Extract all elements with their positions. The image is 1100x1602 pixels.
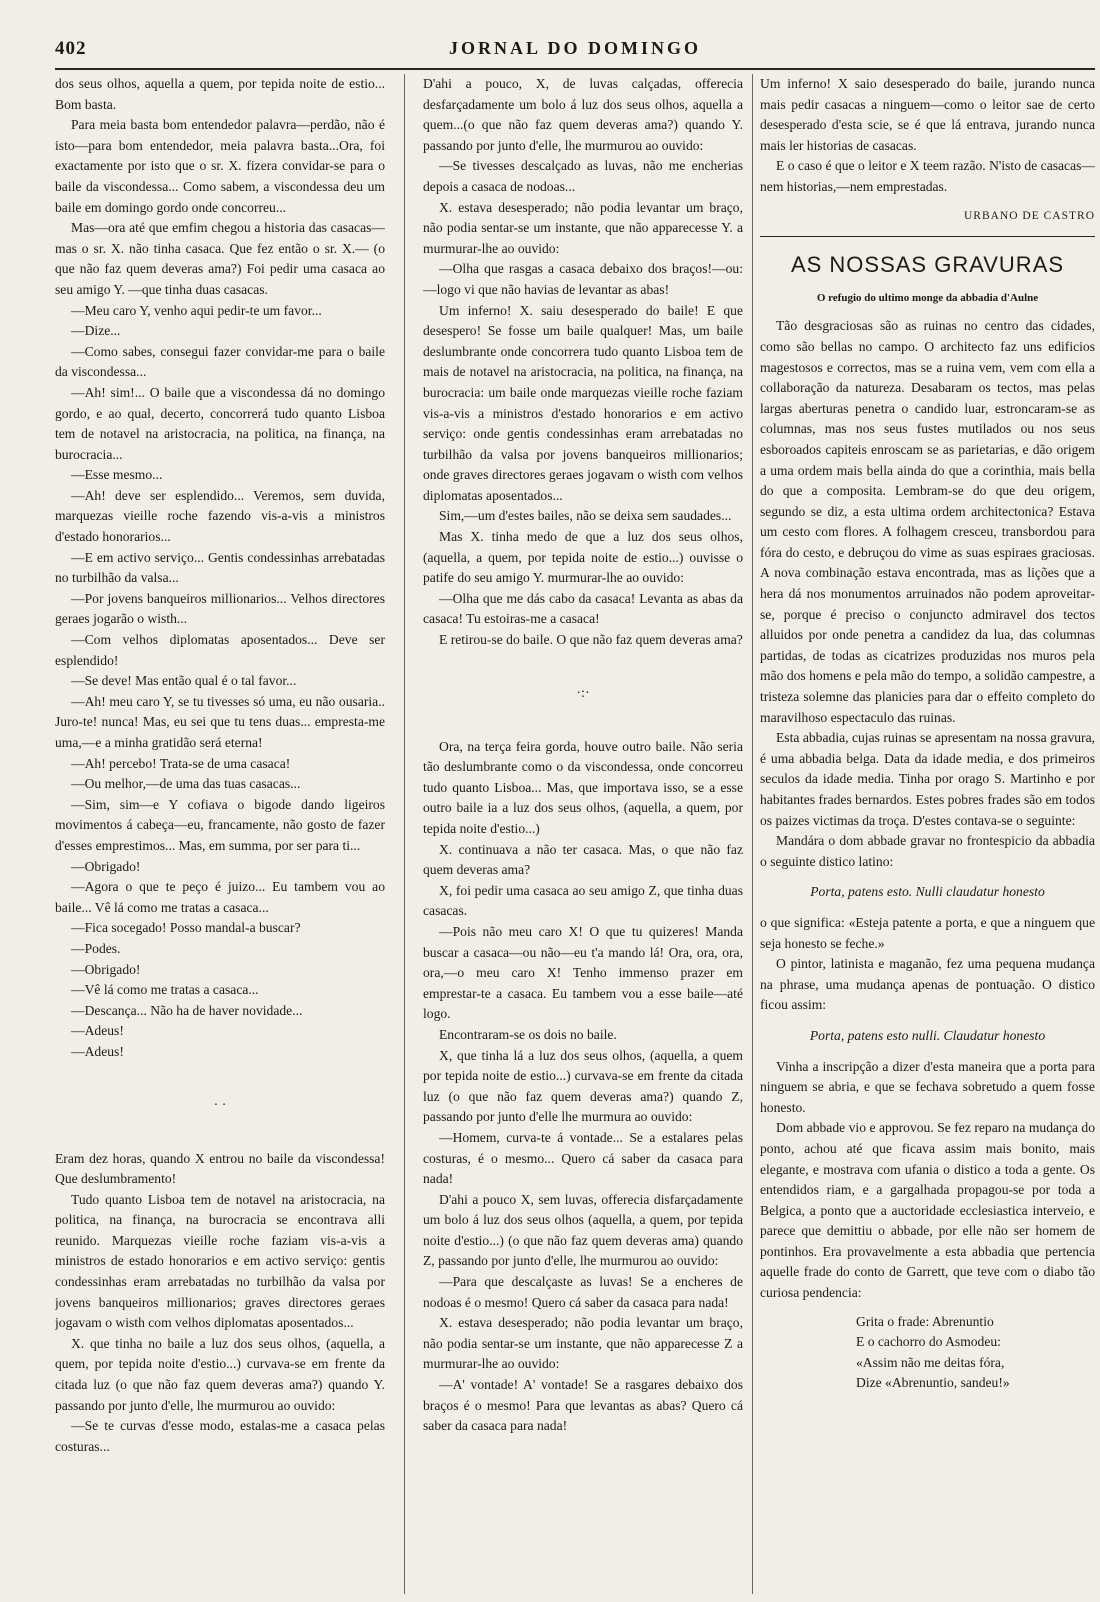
paragraph: —Ah! sim!... O baile que a viscondessa dá no domingo gordo, e ao qual, decerto, concorrerá tudo quanto Lisboa tem de notavel na aristocracia, na politica, na finança, na burocracia...: [55, 384, 385, 462]
column-3: [760, 74, 1095, 1594]
paragraph: —Como sabes, consegui fazer convidar-me para o baile da viscondessa...: [55, 343, 385, 380]
paragraph: —Para que descalçaste as luvas! Se a encheres de nodoas é o mesmo! Quero cá saber da casaca para nada!: [423, 1274, 743, 1310]
paragraph: D'ahi a pouco, X, de luvas calçadas, offerecia desfarçadamente um bolo á luz dos seus olhos, aquella a quem...(o que não faz quem deveras ama?) quando Y. passando por junto d'elle, lhe murmurou ao ouvido:: [423, 76, 743, 153]
paragraph: —Obrigado!: [71, 961, 141, 977]
verse-line: Dize «Abrenuntio, sandeu!»: [856, 1375, 1010, 1391]
section-rule: [760, 236, 1095, 237]
paragraph: —Por jovens banqueiros millionarios... Velhos directores geraes jogarão o wisth...: [55, 590, 385, 627]
page-number: 402: [55, 38, 87, 59]
paragraph: Mas X. tinha medo de que a luz dos seus olhos, (aquella, a quem, por tepida noite de estio...) ouvisse o patife do seu amigo Y. murmurar-lhe ao ouvido:: [423, 529, 743, 586]
paragraph: —Se te curvas d'esse modo, estalas-me a casaca pelas costuras...: [55, 1418, 385, 1454]
column-divider: [404, 74, 405, 1594]
paragraph: —Olha que rasgas a casaca debaixo dos braços!—ou:—logo vi que não havias de levantar as abas!: [423, 261, 743, 297]
section-separator: ·:·: [576, 685, 590, 701]
paragraph: Eram dez horas, quando X entrou no baile da viscondessa! Que deslumbramento!: [55, 1150, 385, 1187]
paragraph: D'ahi a pouco X, sem luvas, offerecia disfarçadamente um bolo á luz dos seus olhos (aquella, a quem, por tepida noite d'estio...) (o que não faz quem deveras ama) quando Z, passando por junto d'elle, lhe murmurou ao ouvido:: [423, 1191, 743, 1269]
paragraph: —Descança... Não ha de haver novidade...: [71, 1002, 303, 1018]
paragraph: Vinha a inscripção a dizer d'esta maneira que a porta para ninguem se abria, e que se fechava sobretudo a quem fosse honesto.: [760, 1058, 1095, 1115]
paragraph: —Sim, sim—e Y cofiava o bigode dando ligeiros movimentos á cabeça—eu, francamente, não gosto de fazer d'esses emprestimos... Mas, em summa, por ser para ti...: [55, 796, 385, 853]
paragraph: —Ah! deve ser esplendido... Veremos, sem duvida, marquezas vieille roche fazendo vis-a-vis a ministros d'estado honorarios...: [55, 487, 385, 545]
column-1: [55, 74, 385, 1594]
paragraph: E retirou-se do baile. O que não faz quem deveras ama?: [439, 632, 743, 648]
paragraph: dos seus olhos, aquella a quem, por tepida noite de estio... Bom basta.: [55, 76, 385, 112]
paragraph: —Ah! percebo! Trata-se de uma casaca!: [71, 755, 291, 771]
paragraph: Esta abbadia, cujas ruinas se apresentam na nossa gravura, é uma abbadia belga. Data da idade media, e dos primeiros seculos da idade media. Tinha por orago S. Martinho e por habitantes frades bernardos. Estes pobres frades são em todos os paizes victimas da troça. D'estes contava-se o seguinte:: [760, 730, 1095, 828]
paragraph: o que significa: «Esteja patente a porta, e que a ninguem que seja honesto se feche.»: [760, 914, 1095, 951]
paragraph: Tudo quanto Lisboa tem de notavel na aristocracia, na politica, na finança, na burocracia se encontrava alli reunido. Marquezas vieille roche faziam vis-a-vis a ministros de estado honorarios e em activo serviço: gentis condessinhas eram arrebatadas no turbilhão da valsa por jovens banqueiros millionarios; graves directores geraes jogavam o wisth com velhos diplomatas aposentados...: [55, 1191, 385, 1331]
spacer: [760, 1304, 1095, 1312]
paragraph: —Olha que me dás cabo da casaca! Levanta as abas da casaca! Tu estoiras-me a casaca!: [423, 590, 743, 627]
paragraph: Mas—ora até que emfim chegou a historia das casacas—mas o sr. X. não tinha casaca. Que fez então o sr. X.— (o que não faz quem deveras ama?) Foi pedir uma casaca ao seu amigo Y. —que tinha duas casacas.: [55, 220, 385, 297]
paragraph: —Se deve! Mas então qual é o tal favor...: [71, 673, 297, 689]
paragraph: —Se tivesses descalçado as luvas, não me encherias depois a casaca de nodoas...: [423, 158, 743, 194]
paragraph: X. estava desesperado; não podia levantar um braço, não podia sentar-se um instante, que não apparecesse Z a murmurar-lhe ao ouvido:: [423, 1315, 743, 1372]
paragraph: —Adeus!: [71, 1023, 124, 1039]
verse-line: Grita o frade: Abrenuntio: [856, 1313, 994, 1329]
paragraph: X. que tinha no baile a luz dos seus olhos, (aquella, a quem, por tepida noite d'estio...) curvava-se em frente da citada luz (o que não faz quem deveras ama?) quando Y. passando por junto d'elle, lhe murmurou ao ouvido:: [55, 1335, 385, 1413]
latin-distich-modified: Porta, patens esto nulli. Claudatur honesto: [809, 1027, 1046, 1043]
paragraph: O pintor, latinista e maganão, fez uma pequena mudança na phrase, uma mudança apenas de pontuação. O distico ficou assim:: [760, 956, 1095, 1013]
paragraph: —Homem, curva-te á vontade... Se a estalares pelas costuras, é o mesmo... Quero cá saber da casaca para nada!: [423, 1129, 743, 1187]
paragraph: Tão desgraciosas são as ruinas no centro das cidades, como são bellas no campo. O architecto faz uns edificios magestosos e correctos, mas se a ruina vem, vem com ella a collaboração da natureza. Desabaram os tectos, mas pelas largas aberturas penetra o candido luar, estroncaram-se as columnas, mas nos seus fustes mutilados ou nos seus esboroados capiteis enroscam se as parietarias, e dão origem a uma ordem mais bella ainda do que a corinthia, mais bella do que a composita. Lembram-se do que deu origem, segundo se diz, a esta ultima ordem architectonica? Estava um cesto com flores. A folhagem cresceu, transbordou para fóra do cesto, e debruçou do vime as suas espiraes graciosas. A nova combinação estava encontrada, mas as lições que a hera dá nos monumentos arruinados não podem aproveitar-se, porque é preciso o conjuncto admiravel dos tectos alluidos por onde penetra a candidez da lua, das columnas partidas, de todas as cicatrizes produzidas nos muros pela mão dos homens e pela mão do tempo, a solidão campestre, a tristeza solemne das planicies para dar o effeito completo do maravilhoso espectaculo das ruinas.: [760, 318, 1095, 725]
paragraph: —Dize...: [71, 323, 121, 339]
paragraph: —Pois não meu caro X! O que tu quizeres! Manda buscar a casaca—ou não—eu t'a mando lá! Ora, ora, ora, ora,—o meu caro X! Tenho immenso prazer em emprestar-te a casaca. Eu tambem vou a esse baile—até logo.: [423, 923, 743, 1022]
paragraph: Sim,—um d'estes bailes, não se deixa sem saudades...: [439, 508, 732, 524]
paragraph: —Agora o que te peço é juizo... Eu tambem vou ao baile... Vê lá como me tratas a casaca...: [55, 879, 385, 915]
column-divider: [752, 74, 753, 1594]
paragraph: —Vê lá como me tratas a casaca...: [71, 982, 259, 998]
paragraph: —Adeus!: [71, 1043, 124, 1059]
paragraph: X. continuava a não ter casaca. Mas, o que não faz quem deveras ama?: [423, 841, 743, 878]
masthead: JORNAL DO DOMINGO: [448, 38, 701, 58]
paragraph: —E em activo serviço... Gentis condessinhas arrebatadas no turbilhão da valsa...: [55, 549, 385, 586]
paragraph: Para meia basta bom entendedor palavra—perdão, não é isto—para bom entendedor, meia palavra basta...Ora, foi exactamente por isto que o sr. X. fizera convidar-se para o baile da viscondessa... Como sabem, a viscondessa deu um baile em domingo gordo onde concorreu...: [55, 117, 385, 215]
paragraph: Dom abbade vio e approvou. Se fez reparo na mudança do ponto, achou até que ficava assim mais bonito, mais elegante, e mostrava com ufania o distico a toda a gente. Os entendidos riam, e a gargalhada propagou-se por toda a Belgica, a ponto que a auctoridade ecclesiastica interveio, e parece que demittiu o abbade, por elle não ser homem de pontinhos. Era provavelmente a esta abbadia que pertencia aquelle frade do conto de Garrett, que teve com o diabo tão curiosa pendencia:: [760, 1120, 1095, 1301]
paragraph: Um inferno! X. saiu desesperado do baile! E que desespero! Se fosse um baile qualquer! Mas, um baile deslumbrante onde concorrera tudo quanto Lisboa tem de mais de notavel na aristocracia, na politica, na finança, na burocracia: um baile onde marquezas vieille roche faziam vis-a-vis a ministros d'estado honorarios e em activo serviço: onde gentis condessinhas eram arrebatadas no turbilhão da valsa por jovens banqueiros millionarios; onde graves directores geraes jogavam o wisth com velhos diplomatas aposentados...: [423, 302, 743, 503]
paragraph: Um inferno! X saio desesperado do baile, jurando nunca mais pedir casacas a ninguem—como o leitor sae de certo desesperado d'esta scie, se é que lá entrava, jurando nunca mais ler historias de casacas.: [760, 76, 1095, 153]
paragraph: —Meu caro Y, venho aqui pedir-te um favor...: [71, 302, 322, 318]
paragraph: —Com velhos diplomatas aposentados... Deve ser esplendido!: [55, 632, 385, 668]
section-separator: · ·: [213, 1097, 227, 1113]
paragraph: Mandára o dom abbade gravar no frontespicio da abbadia o seguinte distico latino:: [760, 833, 1095, 869]
paragraph: —Ou melhor,—de uma das tuas casacas...: [71, 776, 301, 792]
paragraph: —A' vontade! A' vontade! Se a rasgares debaixo dos braços é o mesmo! Para que levantas as abas? Quero cá saber da casaca para nada!: [423, 1377, 743, 1434]
verse-line: E o cachorro do Asmodeu:: [856, 1334, 1001, 1350]
paragraph: Ora, na terça feira gorda, houve outro baile. Não seria tão deslumbrante como o da viscondessa, onde concorreu tudo quanto Lisboa... Mas, que importava isso, se a esse outro baile ia a luz dos seus olhos, (aquella, a quem, por tepida noite d'estio...): [423, 738, 743, 836]
article-subtitle: O refugio do ultimo monge da abbadia d'Aulne: [816, 291, 1039, 304]
paragraph: —Fica socegado! Posso mandal-a buscar?: [71, 920, 301, 936]
page-header: [55, 38, 1095, 64]
header-rule: [55, 68, 1095, 70]
verse-line: «Assim não me deitas fóra,: [856, 1354, 1005, 1370]
paragraph: X. estava desesperado; não podia levantar um braço, não podia sentar-se um instante, que não apparecesse Y. a murmurar-lhe ao ouvido:: [423, 199, 743, 256]
paragraph: —Obrigado!: [71, 858, 141, 874]
author-signature: URBANO DE CASTRO: [963, 209, 1095, 222]
paragraph: X, que tinha lá a luz dos seus olhos, (aquella, a quem por tepida noite de estio...) curvava-se em frente da citada luz (o que não faz quem deveras ama?) quando Z, passando por junto d'elle lhe murmura ao ouvido:: [423, 1047, 743, 1125]
paragraph: —Podes.: [71, 940, 121, 956]
section-title: AS NOSSAS GRAVURAS: [790, 252, 1065, 278]
paragraph: —Esse mesmo...: [71, 467, 163, 483]
paragraph: E o caso é que o leitor e X teem razão. N'isto de casacas—nem historias,—nem emprestadas.: [760, 158, 1095, 194]
paragraph: —Ah! meu caro Y, se tu tivesses só uma, eu não ousaria.. Juro-te! nunca! Mas, eu sei que tu tens duas... empresta-me uma,—e a minha gratidão será eterna!: [55, 693, 385, 750]
paragraph: Encontraram-se os dois no baile.: [439, 1026, 617, 1042]
paragraph: X, foi pedir uma casaca ao seu amigo Z, que tinha duas casacas.: [423, 882, 743, 919]
column-2: [423, 74, 743, 1594]
latin-distich: Porta, patens esto. Nulli claudatur honesto: [810, 884, 1045, 900]
